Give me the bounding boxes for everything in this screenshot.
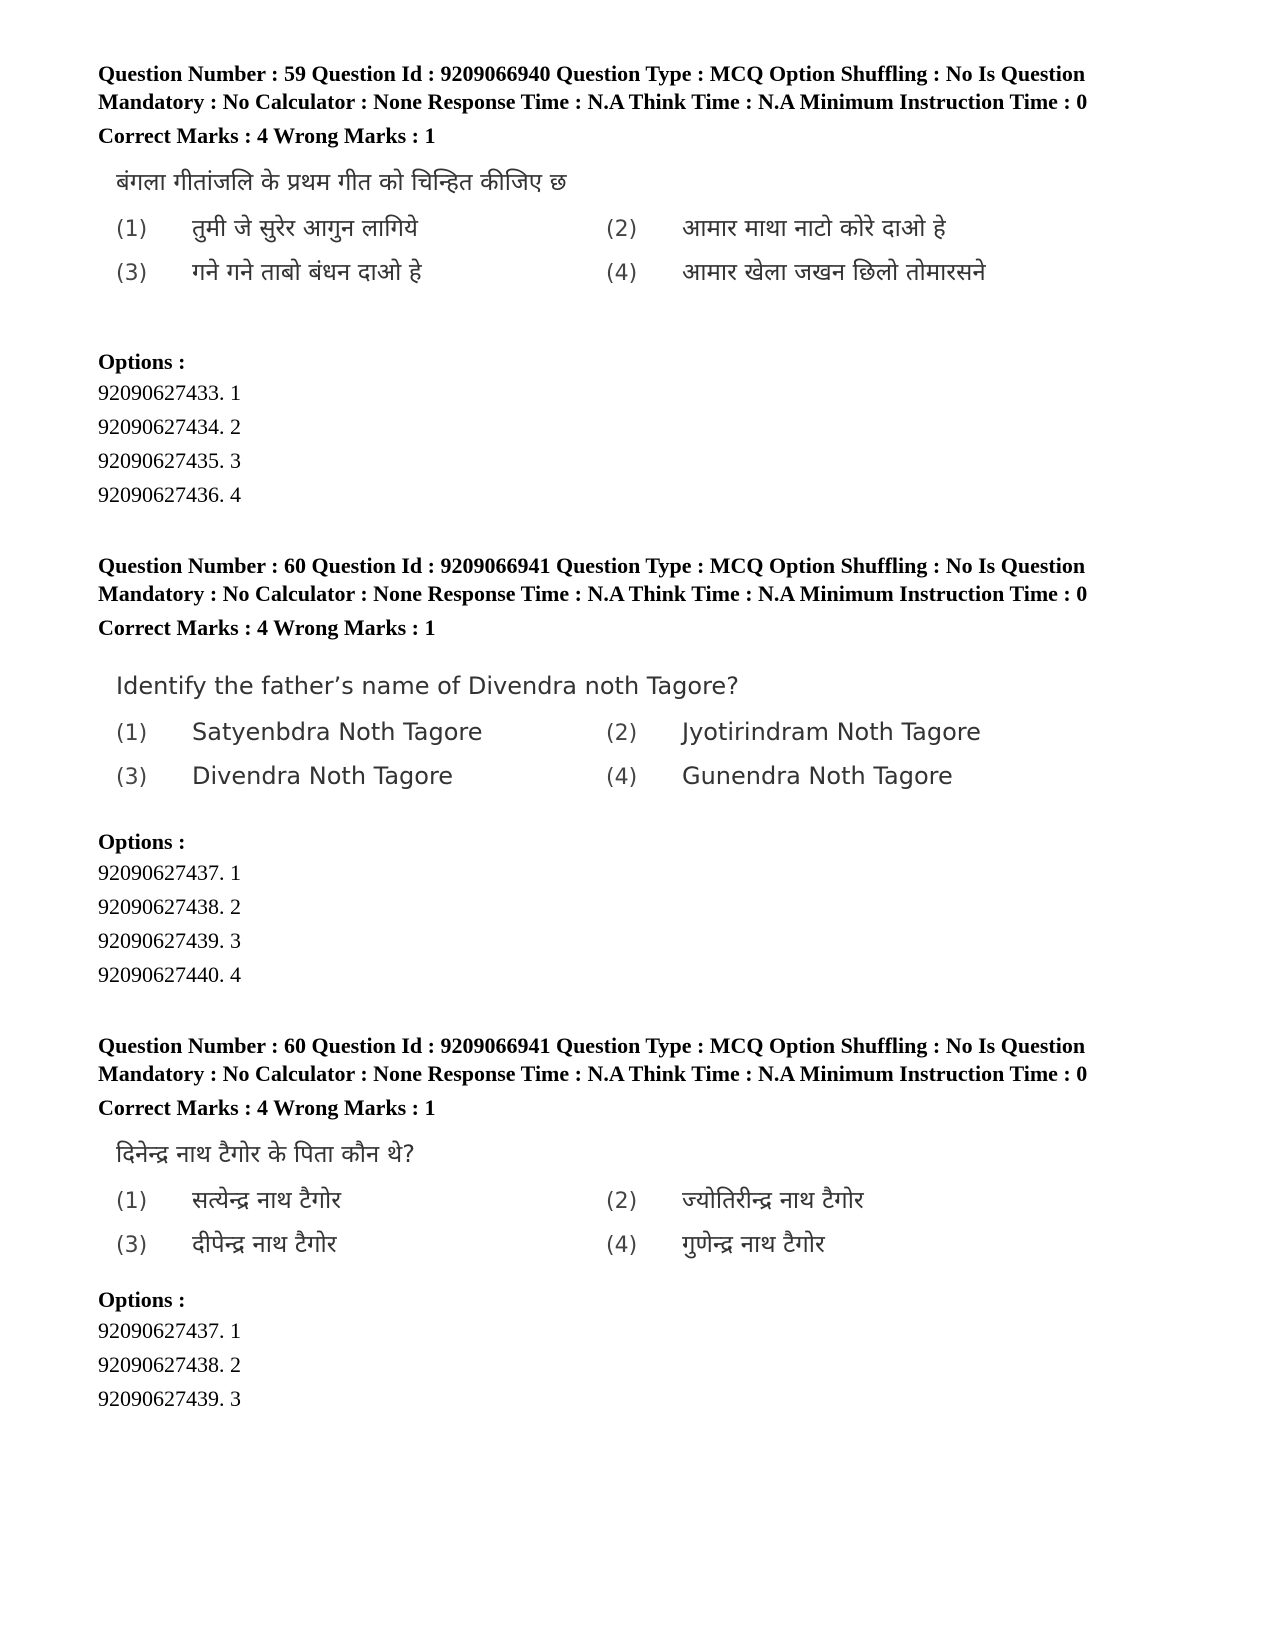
option-line: 92090627437. 1 <box>98 860 241 885</box>
choice-number: (3) <box>116 1233 148 1258</box>
question-marks: Correct Marks : 4 Wrong Marks : 1 <box>98 123 436 148</box>
choice-text: Divendra Noth Tagore <box>192 762 454 790</box>
question-text: Identify the father’s name of Divendra noth Tagore? <box>116 672 739 700</box>
question-image <box>98 1138 1178 1262</box>
option-line: 92090627435. 3 <box>98 448 241 473</box>
choice-number: (1) <box>116 217 148 242</box>
choice-number: (3) <box>116 261 148 286</box>
question-block-60-english <box>98 552 1178 992</box>
choice-item <box>116 1184 606 1218</box>
choice-grid <box>116 212 1178 290</box>
choice-text: Gunendra Noth Tagore <box>682 762 953 790</box>
choice-item <box>606 256 1126 290</box>
choice-grid <box>116 716 1178 794</box>
question-image <box>98 166 1178 290</box>
choice-number: (4) <box>606 1233 638 1258</box>
choice-number: (1) <box>116 721 148 746</box>
question-meta: Question Number : 60 Question Id : 9209066941 Question Type : MCQ Option Shuffling : No Is Question Mandatory : No Calculator : None Response Time : N.A Think Time : N.A Minimum Instruction Time : 0 <box>98 553 1088 606</box>
option-line: 92090627440. 4 <box>98 962 241 987</box>
choice-item <box>116 760 606 794</box>
choice-text: Satyenbdra Noth Tagore <box>192 718 483 746</box>
choice-number: (4) <box>606 261 638 286</box>
choice-number: (2) <box>606 721 638 746</box>
choice-item <box>606 760 1126 794</box>
option-line: 92090627436. 4 <box>98 482 241 507</box>
choice-text: आमार खेला जखन छिलो तोमारसने <box>682 258 986 286</box>
option-line: 92090627433. 1 <box>98 380 241 405</box>
choice-item <box>606 212 1126 246</box>
choice-text: ज्योतिरीन्द्र नाथ टैगोर <box>682 1186 864 1214</box>
choice-text: आमार माथा नाटो कोरे दाओ हे <box>682 214 946 242</box>
choice-text: सत्येन्द्र नाथ टैगोर <box>192 1186 342 1214</box>
question-meta: Question Number : 59 Question Id : 9209066940 Question Type : MCQ Option Shuffling : No Is Question Mandatory : No Calculator : None Response Time : N.A Think Time : N.A Minimum Instruction Time : 0 <box>98 61 1088 114</box>
choice-grid <box>116 1184 1178 1262</box>
options-label: Options : <box>98 349 186 374</box>
choice-number: (4) <box>606 765 638 790</box>
choice-number: (2) <box>606 1189 638 1214</box>
choice-text: गने गने ताबो बंधन दाओ हे <box>192 258 422 286</box>
choice-item <box>606 716 1126 750</box>
question-text: दिनेन्द्र नाथ टैगोर के पिता कौन थे? <box>116 1140 415 1168</box>
document-page <box>98 60 1178 1416</box>
option-line: 92090627434. 2 <box>98 414 241 439</box>
question-marks: Correct Marks : 4 Wrong Marks : 1 <box>98 615 436 640</box>
option-line: 92090627437. 1 <box>98 1318 241 1343</box>
option-line: 92090627439. 3 <box>98 1386 241 1411</box>
choice-item <box>116 212 606 246</box>
option-line: 92090627438. 2 <box>98 894 241 919</box>
choice-text: दीपेन्द्र नाथ टैगोर <box>192 1230 337 1258</box>
question-block-59 <box>98 60 1178 512</box>
choice-item <box>116 256 606 290</box>
option-line: 92090627438. 2 <box>98 1352 241 1377</box>
choice-text: गुणेन्द्र नाथ टैगोर <box>682 1230 825 1258</box>
question-image <box>98 670 1178 794</box>
choice-item <box>116 1228 606 1262</box>
choice-number: (2) <box>606 217 638 242</box>
options-label: Options : <box>98 1287 186 1312</box>
choice-number: (3) <box>116 765 148 790</box>
choice-item <box>606 1228 1126 1262</box>
option-line: 92090627439. 3 <box>98 928 241 953</box>
choice-text: Jyotirindram Noth Tagore <box>682 718 981 746</box>
question-meta: Question Number : 60 Question Id : 9209066941 Question Type : MCQ Option Shuffling : No Is Question Mandatory : No Calculator : None Response Time : N.A Think Time : N.A Minimum Instruction Time : 0 <box>98 1033 1088 1086</box>
question-block-60-hindi <box>98 1032 1178 1416</box>
choice-item <box>606 1184 1126 1218</box>
choice-text: तुमी जे सुरेर आगुन लागिये <box>192 214 418 242</box>
choice-item <box>116 716 606 750</box>
options-label: Options : <box>98 829 186 854</box>
question-marks: Correct Marks : 4 Wrong Marks : 1 <box>98 1095 436 1120</box>
choice-number: (1) <box>116 1189 148 1214</box>
question-text: बंगला गीतांजलि के प्रथम गीत को चिन्हित कीजिए छ <box>116 168 567 196</box>
